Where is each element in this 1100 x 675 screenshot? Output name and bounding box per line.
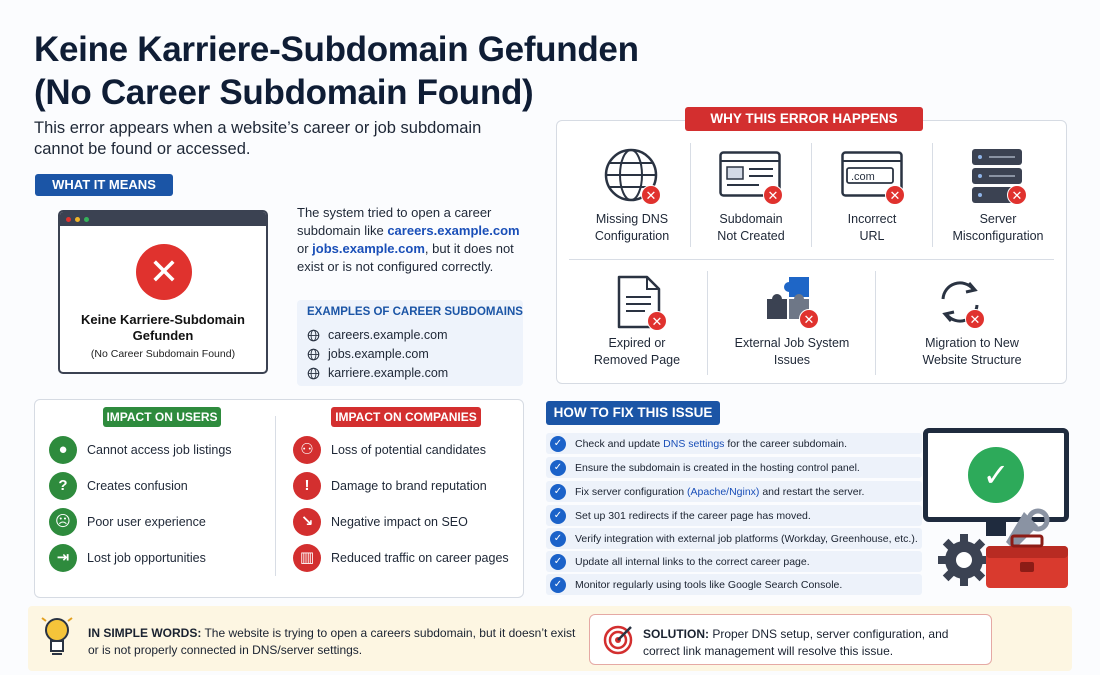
why-box — [556, 120, 1067, 384]
browser-titlebar — [60, 212, 266, 226]
url-bar-icon — [841, 151, 903, 202]
fix-step: ✓ Set up 301 redirects if the career page has moved. — [546, 505, 922, 526]
impact-user-item: ? Creates confusion — [49, 472, 188, 500]
target-icon — [603, 623, 635, 655]
people-group-icon: ⚇ — [293, 436, 321, 464]
careers-link[interactable]: careers.example.com — [387, 223, 520, 238]
puzzle-icon — [763, 273, 819, 334]
example-label: jobs.example.com — [328, 347, 429, 361]
impact-company-item: ! Damage to brand reputation — [293, 472, 487, 500]
globe-icon — [307, 329, 320, 342]
exit-door-icon: ⇥ — [49, 544, 77, 572]
impact-user-item: ⇥ Lost job opportunities — [49, 544, 206, 572]
user-icon: ● — [49, 436, 77, 464]
document-icon — [617, 275, 661, 334]
error-badge-icon: ✕ — [965, 309, 985, 329]
simple-words — [88, 625, 578, 659]
fix-step: ✓ Ensure the subdomain is created in the hosting control panel. — [546, 457, 922, 478]
globe-icon — [307, 348, 320, 361]
example-item — [307, 366, 448, 380]
check-icon: ✓ — [550, 554, 566, 570]
server-rack-icon — [971, 147, 1025, 210]
examples-box — [297, 300, 523, 386]
examples-heading: EXAMPLES OF CAREER SUBDOMAINS — [307, 306, 523, 318]
shield-alert-icon: ! — [293, 472, 321, 500]
reason-external-job-system: External Job System Issues — [734, 336, 850, 367]
simple-words-label: IN SIMPLE WORDS: — [88, 626, 202, 640]
check-icon: ✓ — [550, 460, 566, 476]
check-icon: ✓ — [550, 484, 566, 500]
reason-server-misconfiguration: Server Misconfiguration — [952, 212, 1044, 243]
reason-migration: Migration to New Website Structure — [922, 336, 1022, 367]
toolbox-icon — [984, 506, 1070, 592]
title-line-2: (No Career Subdomain Found) — [34, 73, 534, 112]
means-text-after: , but it does not exist or is not configured correctly. — [297, 241, 514, 274]
error-card-subtitle: (No Career Subdomain Found) — [90, 348, 236, 360]
browser-page-icon — [719, 151, 781, 202]
impact-company-item: ↘ Negative impact on SEO — [293, 508, 468, 536]
why-heading: WHY THIS ERROR HAPPENS — [685, 107, 923, 131]
page-subtitle: This error appears when a website’s career or job subdomain cannot be found or accessed. — [34, 119, 482, 158]
sad-face-icon: ☹ — [49, 508, 77, 536]
impact-companies-heading: IMPACT ON COMPANIES — [331, 407, 481, 427]
fix-step: ✓ Update all internal links to the correct career page. — [546, 551, 922, 572]
means-text-mid: or — [297, 241, 313, 256]
error-card-title: Keine Karriere-Subdomain Gefunden — [81, 312, 245, 343]
svg-text:.com: .com — [851, 171, 875, 183]
reason-subdomain-not-created: Subdomain Not Created — [717, 212, 785, 243]
solution-text: Proper DNS setup, server configuration, and correct link management will resolve this issue. — [643, 627, 949, 658]
impact-box — [34, 399, 524, 598]
question-icon: ? — [49, 472, 77, 500]
error-x-icon: ✕ — [136, 244, 192, 300]
impact-users-heading: IMPACT ON USERS — [103, 407, 221, 427]
example-label: karriere.example.com — [328, 366, 449, 380]
impact-user-item: ☹ Poor user experience — [49, 508, 206, 536]
example-label: careers.example.com — [328, 328, 448, 342]
lightbulb-icon — [40, 614, 74, 658]
chart-down-icon: ↘ — [293, 508, 321, 536]
globe-icon — [307, 367, 320, 380]
means-text-before: The system tried to open a career subdomain like — [297, 205, 492, 238]
what-it-means-heading: WHAT IT MEANS — [35, 174, 173, 196]
example-item — [307, 347, 429, 361]
minimize-dot-icon — [75, 217, 80, 222]
reason-incorrect-url: Incorrect URL — [847, 212, 897, 243]
error-badge-icon: ✕ — [647, 311, 667, 331]
refresh-arrows-icon — [935, 277, 985, 332]
globe-icon — [603, 147, 661, 210]
reason-missing-dns: Missing DNS Configuration — [594, 212, 670, 243]
maximize-dot-icon — [84, 217, 89, 222]
reason-expired-page: Expired or Removed Page — [593, 336, 681, 367]
error-badge-icon: ✕ — [641, 185, 661, 205]
title-line-1: Keine Karriere-Subdomain Gefunden — [34, 30, 639, 69]
check-icon: ✓ — [550, 531, 566, 547]
error-browser-window — [58, 210, 268, 374]
check-icon: ✓ — [550, 508, 566, 524]
impact-user-item: ● Cannot access job listings — [49, 436, 232, 464]
fix-step: ✓ Check and update DNS settings for the career subdomain. — [546, 433, 922, 454]
close-dot-icon — [66, 217, 71, 222]
solution-text-block — [643, 626, 983, 660]
fix-step: ✓ Monitor regularly using tools like Google Search Console. — [546, 574, 922, 595]
page-title — [34, 28, 714, 114]
simple-words-text: The website is trying to open a careers subdomain, but it doesn’t exist or is not properly connected in DNS/server settings. — [88, 626, 576, 657]
solution-box — [589, 614, 992, 665]
impact-company-item: ⚇ Loss of potential candidates — [293, 436, 486, 464]
check-icon: ✓ — [550, 577, 566, 593]
fix-step: ✓ Verify integration with external job platforms (Workday, Greenhouse, etc.). — [546, 528, 922, 549]
error-badge-icon: ✕ — [1007, 185, 1027, 205]
impact-company-item: ▥ Reduced traffic on career pages — [293, 544, 509, 572]
example-item — [307, 328, 448, 342]
success-check-icon: ✓ — [968, 447, 1024, 503]
bar-chart-down-icon: ▥ — [293, 544, 321, 572]
error-badge-icon: ✕ — [763, 185, 783, 205]
means-description — [297, 204, 527, 276]
jobs-link[interactable]: jobs.example.com — [312, 241, 425, 256]
check-icon: ✓ — [550, 436, 566, 452]
fix-heading: HOW TO FIX THIS ISSUE — [546, 401, 720, 425]
solution-label: SOLUTION: — [643, 627, 709, 641]
error-badge-icon: ✕ — [799, 309, 819, 329]
fix-step: ✓ Fix server configuration (Apache/Nginx) and restart the server. — [546, 481, 922, 502]
error-badge-icon: ✕ — [885, 185, 905, 205]
